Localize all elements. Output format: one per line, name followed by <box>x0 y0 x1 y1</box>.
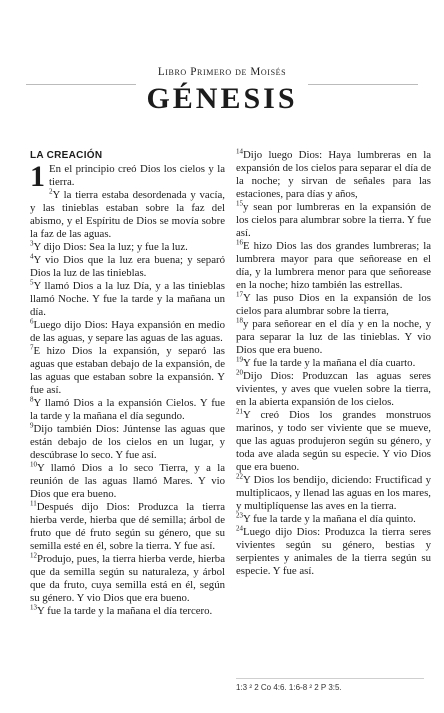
verse <box>30 397 225 423</box>
verse-text: Y las puso Dios en la expansión de los cielos para alumbrar sobre la tierra, <box>236 292 431 317</box>
verse-text: E hizo Dios las dos grandes lumbreras; la lumbrera mayor para que señorease en el día, y la lumbrera menor para que señorease en la noche; hizo también las estrellas. <box>236 240 431 291</box>
footnote-divider <box>236 678 424 679</box>
verse-number: 8 <box>30 395 34 404</box>
verse-number: 16 <box>236 238 243 247</box>
verse-number: 4 <box>30 252 34 261</box>
verse <box>236 292 431 318</box>
header-rule-left <box>26 84 136 85</box>
verse <box>30 189 225 241</box>
verse-text: Luego dijo Dios: Produzca la tierra seres vivientes según su género, bestias y serpientes y animales de la tierra según su especie. Y fue así. <box>236 526 431 577</box>
verse-number: 23 <box>236 511 243 520</box>
verse-text: En el principio creó Dios los cielos y la tierra. <box>49 163 225 188</box>
header-rule-right <box>308 84 418 85</box>
left-column <box>30 149 225 618</box>
verse-number: 7 <box>30 343 34 352</box>
verse <box>30 345 225 397</box>
verse <box>236 149 431 201</box>
verse-text: Dijo luego Dios: Haya lumbreras en la expansión de los cielos para separar el día de la noche; y sirvan de señales para las estaciones, para días y años, <box>236 149 431 200</box>
verse-text: Y llamó Dios a lo seco Tierra, y a la reunión de las aguas llamó Mares. Y vio Dios que era bueno. <box>30 462 225 500</box>
verse-text: Y vio Dios que la luz era buena; y separó Dios la luz de las tinieblas. <box>30 254 225 279</box>
chapter-number: 1 <box>30 160 45 193</box>
verse <box>236 201 431 240</box>
verse <box>30 423 225 462</box>
verse <box>236 357 431 370</box>
verse <box>236 513 431 526</box>
verse <box>30 605 225 618</box>
verse <box>30 280 225 319</box>
verse-text: Y llamó Dios a la luz Día, y a las tinieblas llamó Noche. Y fue la tarde y la mañana un día. <box>30 280 225 318</box>
verse-number: 21 <box>236 407 243 416</box>
verse <box>236 318 431 357</box>
verse-number: 10 <box>30 460 37 469</box>
verse <box>236 409 431 474</box>
verse-number: 2 <box>49 187 53 196</box>
page-header <box>0 66 444 116</box>
verse-text: Luego dijo Dios: Haya expansión en medio de las aguas, y separe las aguas de las aguas. <box>30 319 225 344</box>
verse <box>236 474 431 513</box>
verse-text: y sean por lumbreras en la expansión de los cielos para alumbrar sobre la tierra. Y fue así. <box>236 201 431 239</box>
verse <box>236 370 431 409</box>
verse-text: Produjo, pues, la tierra hierba verde, hierba que da semilla según su naturaleza, y árbol que da fruto, cuya semilla está en él, según su género. Y vio Dios que era bueno. <box>30 553 225 604</box>
cross-reference-footnote: 1:3 ² 2 Co 4:6. 1:6-8 ² 2 P 3:5. <box>236 683 342 692</box>
verse-number: 17 <box>236 290 243 299</box>
verse <box>236 240 431 292</box>
book-subtitle: Libro Primero de Moisés <box>157 66 287 78</box>
verse-number: 3 <box>30 239 34 248</box>
verse-number: 20 <box>236 368 243 377</box>
verse-text: Dijo Dios: Produzcan las aguas seres vivientes, y aves que vuelen sobre la tierra, en la abierta expansión de los cielos. <box>236 370 431 408</box>
verse <box>30 241 225 254</box>
verse-text: Y fue la tarde y la mañana el día cuarto. <box>243 357 416 369</box>
book-title: GÉNESIS <box>146 82 298 115</box>
verse-number: 9 <box>30 421 34 430</box>
verse-number: 6 <box>30 317 34 326</box>
verse-number: 22 <box>236 472 243 481</box>
verse <box>30 254 225 280</box>
verse <box>30 462 225 501</box>
verse <box>30 553 225 605</box>
verse <box>236 526 431 578</box>
verse-1 <box>30 160 225 193</box>
verse-text: Y llamó Dios a la expansión Cielos. Y fue la tarde y la mañana el día segundo. <box>30 397 225 422</box>
section-heading: LA CREACIÓN <box>30 150 103 161</box>
verse-text: Después dijo Dios: Produzca la tierra hierba verde, hierba que dé semilla; árbol de fruto que dé fruto según su género, que su semilla esté en él, sobre la tierra. Y fue así. <box>30 501 225 552</box>
verse-text: Y fue la tarde y la mañana el día tercero. <box>37 605 213 617</box>
verse-number: 24 <box>236 524 243 533</box>
verse-text: Y dijo Dios: Sea la luz; y fue la luz. <box>33 241 188 253</box>
verse-text: Y Dios los bendijo, diciendo: Fructificad y multiplicaos, y llenad las aguas en los mares, y multiplíquense las aves en la tierra. <box>236 474 431 512</box>
verse-number: 12 <box>30 551 37 560</box>
verse-number: 11 <box>30 499 37 508</box>
verse-text: Dijo también Dios: Júntense las aguas que están debajo de los cielos en un lugar, y descúbrase lo seco. Y fue así. <box>30 423 225 461</box>
verse-number: 15 <box>236 199 243 208</box>
right-column <box>236 149 431 578</box>
verse-number: 19 <box>236 355 243 364</box>
verse-number: 13 <box>30 603 37 612</box>
verse-number: 14 <box>236 147 243 156</box>
verse-text: Y la tierra estaba desordenada y vacía, y las tinieblas estaban sobre la faz del abismo, y el Espíritu de Dios se movía sobre la faz de las aguas. <box>30 189 225 240</box>
verse-text: y para señorear en el día y en la noche, y para separar la luz de las tinieblas. Y vio Dios que era bueno. <box>236 318 431 356</box>
verse-text: E hizo Dios la expansión, y separó las aguas que estaban debajo de la expansión, de las aguas que estaban sobre la expansión. Y fue así. <box>30 345 225 396</box>
verse-text: Y creó Dios los grandes monstruos marinos, y todo ser viviente que se mueve, que las aguas produjeron según su género, y toda ave alada según su especie. Y vio Dios que era bueno. <box>236 409 431 473</box>
verse-number: 18 <box>236 316 243 325</box>
verse-number: 5 <box>30 278 34 287</box>
verse-text: Y fue la tarde y la mañana el día quinto. <box>243 513 416 525</box>
verse <box>30 501 225 553</box>
verse <box>30 319 225 345</box>
